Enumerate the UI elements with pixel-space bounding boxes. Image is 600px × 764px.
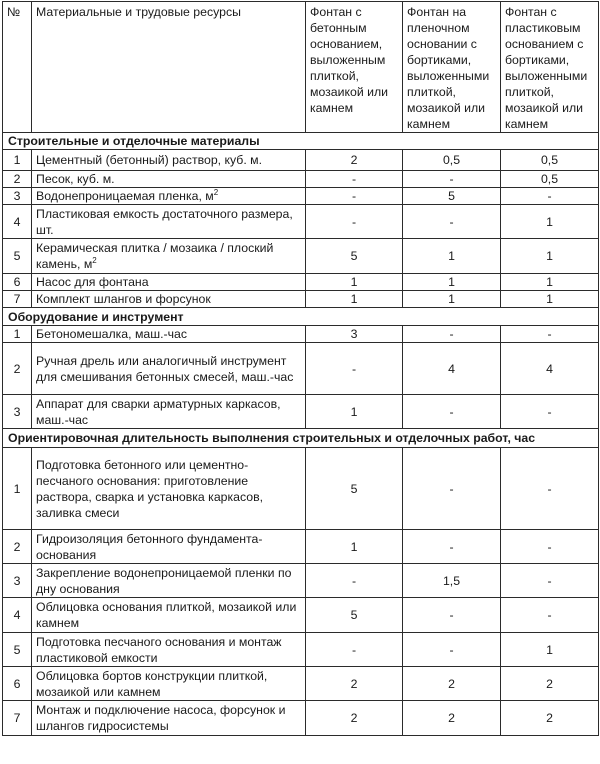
row-value-concrete: 2 [306,667,403,701]
row-number: 6 [3,274,32,291]
row-value-plastic: 1 [501,633,599,667]
row-number: 4 [3,205,32,239]
row-resource-name [32,150,306,171]
table-row [3,530,599,564]
row-number: 5 [3,633,32,667]
row-value-concrete: - [306,188,403,205]
row-resource-name [32,326,306,343]
row-value-film: 0,5 [403,150,501,171]
resources-table [2,1,599,736]
table-row [3,395,599,429]
row-value-film: - [403,530,501,564]
row-value-plastic: - [501,448,599,530]
row-value-concrete: - [306,633,403,667]
header-num: № [3,2,32,133]
row-resource-name [32,633,306,667]
row-value-plastic: 1 [501,205,599,239]
row-resource-name [32,395,306,429]
table-row [3,274,599,291]
table-row [3,205,599,239]
row-value-concrete: 5 [306,598,403,633]
row-value-plastic: 4 [501,343,599,395]
row-resource-name [32,448,306,530]
row-value-film: 1 [403,239,501,274]
table-row [3,291,599,308]
resource-text: Аппарат для сварки арматурных каркасов, маш.-час [36,396,281,427]
row-value-film: 1,5 [403,564,501,598]
row-number: 7 [3,291,32,308]
row-value-film: - [403,395,501,429]
row-number: 6 [3,667,32,701]
resource-text: Водонепроницаемая пленка, м [36,189,214,203]
row-number: 5 [3,239,32,274]
header-col2: Фонтан на пленочном основании с бортиками, выложенными плиткой, мозаикой или камнем [403,2,501,133]
row-value-plastic: - [501,188,599,205]
row-value-film: - [403,205,501,239]
row-number: 7 [3,701,32,736]
table-row [3,701,599,736]
resource-text: Цементный (бетонный) раствор, куб. м. [36,153,263,167]
resource-text: Керамическая плитка / мозаика / плоский камень, м [36,241,274,271]
row-value-concrete: 2 [306,701,403,736]
header-col1: Фонтан с бетонным основанием, выложенным плиткой, мозаикой или камнем [306,2,403,133]
row-value-film: - [403,448,501,530]
row-number: 2 [3,171,32,188]
resource-text: Закрепление водонепроницаемой пленки по дну основания [36,565,292,596]
table-row [3,188,599,205]
row-value-film: 1 [403,274,501,291]
row-value-film: 4 [403,343,501,395]
row-value-film: 2 [403,701,501,736]
row-number: 2 [3,343,32,395]
row-value-concrete: - [306,564,403,598]
row-value-film: - [403,326,501,343]
row-resource-name [32,667,306,701]
header-row [3,2,599,133]
row-value-film: 5 [403,188,501,205]
resource-text: Монтаж и подключение насоса, форсунок и шлангов гидросистемы [36,703,286,733]
row-value-concrete: 1 [306,530,403,564]
table-row [3,239,599,274]
row-value-concrete: - [306,343,403,395]
section-header-row [3,308,599,326]
row-value-plastic: 1 [501,239,599,274]
row-value-film: - [403,171,501,188]
resource-text: Бетономешалка, маш.-час [36,327,188,341]
resource-text: Ручная дрель или аналогичный инструмент для смешивания бетонных смесей, маш.-час [36,353,294,384]
resource-text: Комплект шлангов и форсунок [36,292,211,306]
resource-text: Подготовка песчаного основания и монтаж пластиковой емкости [36,634,282,665]
row-resource-name [32,564,306,598]
section-header-row [3,133,599,150]
resource-text: Пластиковая емкость достаточного размера, шт. [36,206,293,237]
row-value-concrete: 1 [306,291,403,308]
row-resource-name [32,291,306,308]
row-value-concrete: 5 [306,239,403,274]
row-value-film: 1 [403,291,501,308]
row-value-plastic: 0,5 [501,150,599,171]
row-number: 4 [3,598,32,633]
table-row [3,326,599,343]
resource-text: Облицовка бортов конструкции плиткой, мозаикой или камнем [36,668,268,699]
table-row [3,564,599,598]
row-value-plastic: 1 [501,291,599,308]
row-number: 3 [3,188,32,205]
row-value-plastic: - [501,564,599,598]
table-row [3,448,599,530]
row-value-concrete: - [306,205,403,239]
table-row [3,343,599,395]
section-title: Ориентировочная длительность выполнения строительных и отделочных работ, час [3,429,599,448]
header-col3: Фонтан с пластиковым основанием с бортиками, выложенными плиткой, мозаикой или камнем [501,2,599,133]
header-resource: Материальные и трудовые ресурсы [32,2,306,133]
row-resource-name [32,274,306,291]
row-resource-name [32,171,306,188]
row-number: 1 [3,150,32,171]
table-row [3,171,599,188]
row-value-plastic: 2 [501,667,599,701]
row-resource-name [32,239,306,274]
row-number: 3 [3,395,32,429]
row-number: 1 [3,448,32,530]
row-resource-name [32,530,306,564]
row-value-plastic: 1 [501,274,599,291]
row-value-concrete: - [306,171,403,188]
row-value-film: 2 [403,667,501,701]
unit-superscript: 2 [92,255,97,265]
table-row [3,150,599,171]
row-value-concrete: 3 [306,326,403,343]
section-title: Оборудование и инструмент [3,308,599,326]
resource-text: Насос для фонтана [36,275,149,289]
row-value-film: - [403,633,501,667]
unit-superscript: 2 [213,187,219,197]
row-value-plastic: 2 [501,701,599,736]
row-value-plastic: - [501,326,599,343]
row-resource-name [32,701,306,736]
row-number: 1 [3,326,32,343]
row-value-concrete: 2 [306,150,403,171]
row-value-plastic: 0,5 [501,171,599,188]
row-number: 3 [3,564,32,598]
row-value-concrete: 5 [306,448,403,530]
row-value-film: - [403,598,501,633]
table-row [3,633,599,667]
resource-text: Облицовка основания плиткой, мозаикой или камнем [36,600,297,630]
row-resource-name [32,598,306,633]
row-resource-name [32,205,306,239]
resource-text: Подготовка бетонного или цементно-песчаного основания: приготовление раствора, сварка и установка каркасов, заливка смеси [36,457,264,520]
row-value-plastic: - [501,395,599,429]
row-resource-name [32,188,306,205]
row-value-concrete: 1 [306,274,403,291]
table-row [3,598,599,633]
row-value-concrete: 1 [306,395,403,429]
table-body [3,133,599,736]
section-title: Строительные и отделочные материалы [3,133,599,150]
resource-text: Песок, куб. м. [36,172,115,186]
resource-text: Гидроизоляция бетонного фундамента-основания [36,531,263,562]
row-value-plastic: - [501,530,599,564]
section-header-row [3,429,599,448]
row-number: 2 [3,530,32,564]
table-row [3,667,599,701]
row-value-plastic: - [501,598,599,633]
row-resource-name [32,343,306,395]
